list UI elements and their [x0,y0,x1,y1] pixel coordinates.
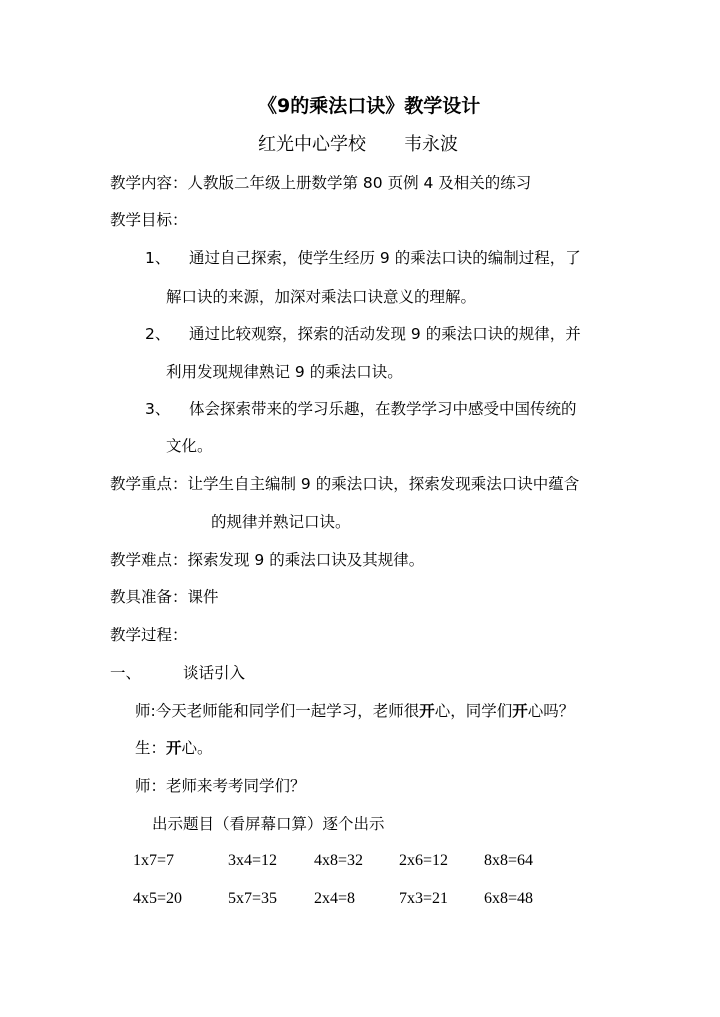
student-dialogue-1-part-c: 心。 [181,739,213,757]
math-problem: 2x6=12 [399,852,449,869]
math-problem: 5x7=35 [228,890,278,907]
math-problem: 7x3=21 [399,890,449,907]
teacher-dialogue-1-part-a: 师:今天老师能和同学们一起学习，老师很 [135,702,420,720]
goal-2-number: 2、 [145,325,171,343]
teaching-content: 教学内容：人教版二年级上册数学第 80 页例 4 及相关的练习 [110,174,532,192]
math-problem: 4x8=32 [314,852,364,869]
goal-3-number: 3、 [145,400,171,418]
goal-1-number: 1、 [145,249,171,267]
teacher-dialogue-1-part-e: 心吗？ [527,702,575,720]
section-1-heading [110,663,245,683]
goal-2-line2: 利用发现规律熟记 9 的乘法口诀。 [166,363,403,381]
key-points-line1: 教学重点：让学生自主编制 9 的乘法口诀，探索发现乘法口诀中蕴含 [110,475,580,493]
teacher-dialogue-1-part-d: 开 [512,702,528,720]
goal-3-line1 [145,399,577,419]
math-problem: 6x8=48 [484,890,534,907]
difficulty: 教学难点：探索发现 9 的乘法口诀及其规律。 [110,551,425,569]
school-name: 红光中心学校 [258,134,366,155]
math-problem: 3x4=12 [228,852,278,869]
show-questions-line: 出示题目（看屏幕口算）逐个出示 [152,815,385,833]
student-dialogue-1-part-a: 生： [135,739,167,757]
teacher-dialogue-2: 师：老师来考考同学们？ [135,777,306,795]
author-line [258,133,458,157]
teacher-dialogue-1-part-c: 心，同学们 [434,702,513,720]
teacher-dialogue-1-part-b: 开 [419,702,435,720]
section-1-number: 一、 [110,664,142,682]
document-title: 《9的乘法口诀》教学设计 [258,95,481,117]
key-points-line2: 的规律并熟记口诀。 [211,513,351,531]
goal-1-line1 [145,248,581,268]
math-problem: 2x4=8 [314,890,356,907]
math-problem: 4x5=20 [133,890,183,907]
goal-2-line1 [145,324,581,344]
goal-2-text: 通过比较观察，探索的活动发现 9 的乘法口诀的规律，并 [189,325,581,343]
math-problem: 1x7=7 [133,852,175,869]
goal-3-line2: 文化。 [166,437,213,455]
goals-heading: 教学目标： [110,211,188,229]
goal-1-line2: 解口诀的来源，加深对乘法口诀意义的理解。 [166,288,477,306]
goal-3-text: 体会探索带来的学习乐趣，在教学学习中感受中国传统的 [189,400,577,418]
math-problem: 8x8=64 [484,852,534,869]
teacher-dialogue-1 [135,701,574,721]
teaching-prep: 教具准备：课件 [110,588,219,606]
process-heading: 教学过程： [110,626,188,644]
student-dialogue-1-part-b: 开 [166,739,182,757]
student-dialogue-1 [135,738,213,758]
goal-1-text: 通过自己探索，使学生经历 9 的乘法口诀的编制过程，了 [189,249,581,267]
teacher-name: 韦永波 [404,134,458,155]
section-1-title: 谈话引入 [183,664,246,682]
